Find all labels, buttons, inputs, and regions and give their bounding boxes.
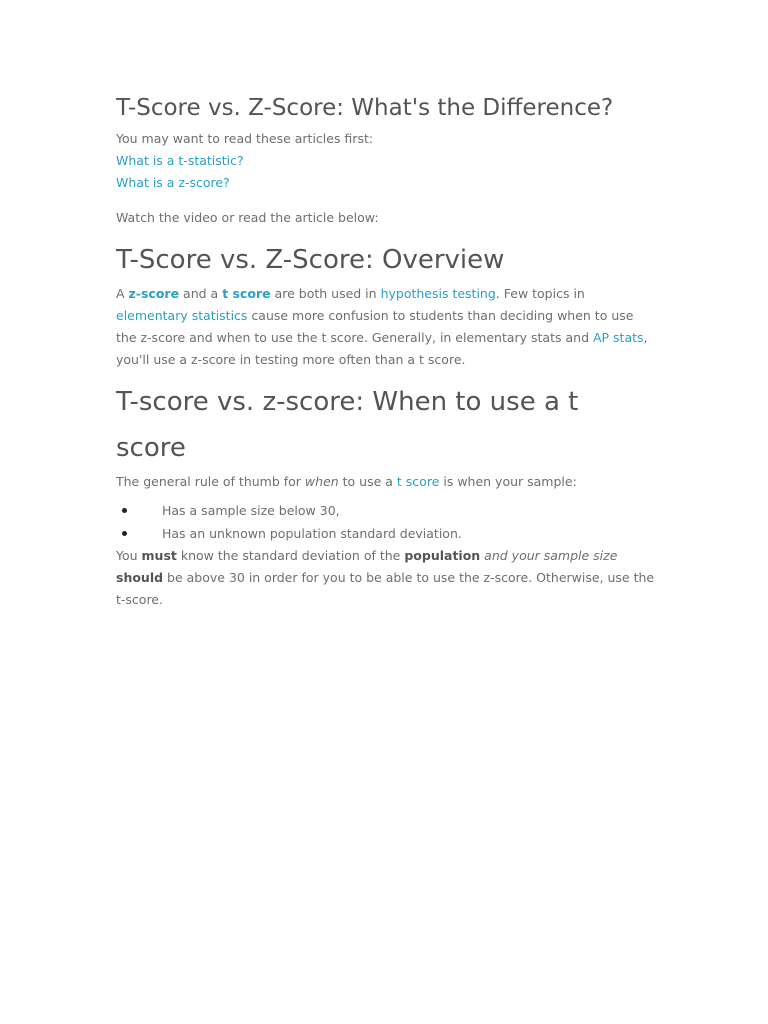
bullet-icon xyxy=(122,508,127,513)
article xyxy=(116,88,656,611)
list-item: Has a sample size below 30, xyxy=(116,499,656,522)
intro-text: You may want to read these articles first: xyxy=(116,131,374,146)
link-ap-stats[interactable]: AP stats xyxy=(592,330,644,345)
article-title: T-Score vs. Z-Score: What's the Difference? xyxy=(116,95,614,121)
rule-paragraph: The general rule of thumb for when to use a t score is when your sample: xyxy=(116,474,577,489)
overview-heading: T-Score vs. Z-Score: Overview xyxy=(116,245,505,275)
link-what-is-z-score[interactable]: What is a z-score? xyxy=(116,175,230,190)
overview-paragraph: A z-score and a t score are both used in hypothesis testing. Few topics in elementary statistics cause more confusion to students than deciding when to use the z-score and when to use the t score. Generally, in elementary stats and AP stats, you'll use a z-score in testing more often than a t score. xyxy=(116,286,648,367)
when-t-heading: T-score vs. z-score: When to use a t score xyxy=(116,387,579,463)
condition-list xyxy=(116,499,656,545)
link-what-is-t-statistic[interactable]: What is a t-statistic? xyxy=(116,153,244,168)
link-hypothesis-testing[interactable]: hypothesis testing xyxy=(380,286,496,301)
link-t-score-rule[interactable]: t score xyxy=(396,474,440,489)
link-z-score[interactable]: z-score xyxy=(128,286,180,301)
list-item: Has an unknown population standard deviation. xyxy=(116,522,656,545)
link-elementary-statistics[interactable]: elementary statistics xyxy=(116,308,248,323)
link-t-score[interactable]: t score xyxy=(222,286,271,301)
population-paragraph: You must know the standard deviation of the population and your sample size should be above 30 in order for you to be able to use the z-score. Otherwise, use the t-score. xyxy=(116,548,655,607)
bullet-icon xyxy=(122,531,127,536)
watch-note: Watch the video or read the article below: xyxy=(116,210,379,225)
